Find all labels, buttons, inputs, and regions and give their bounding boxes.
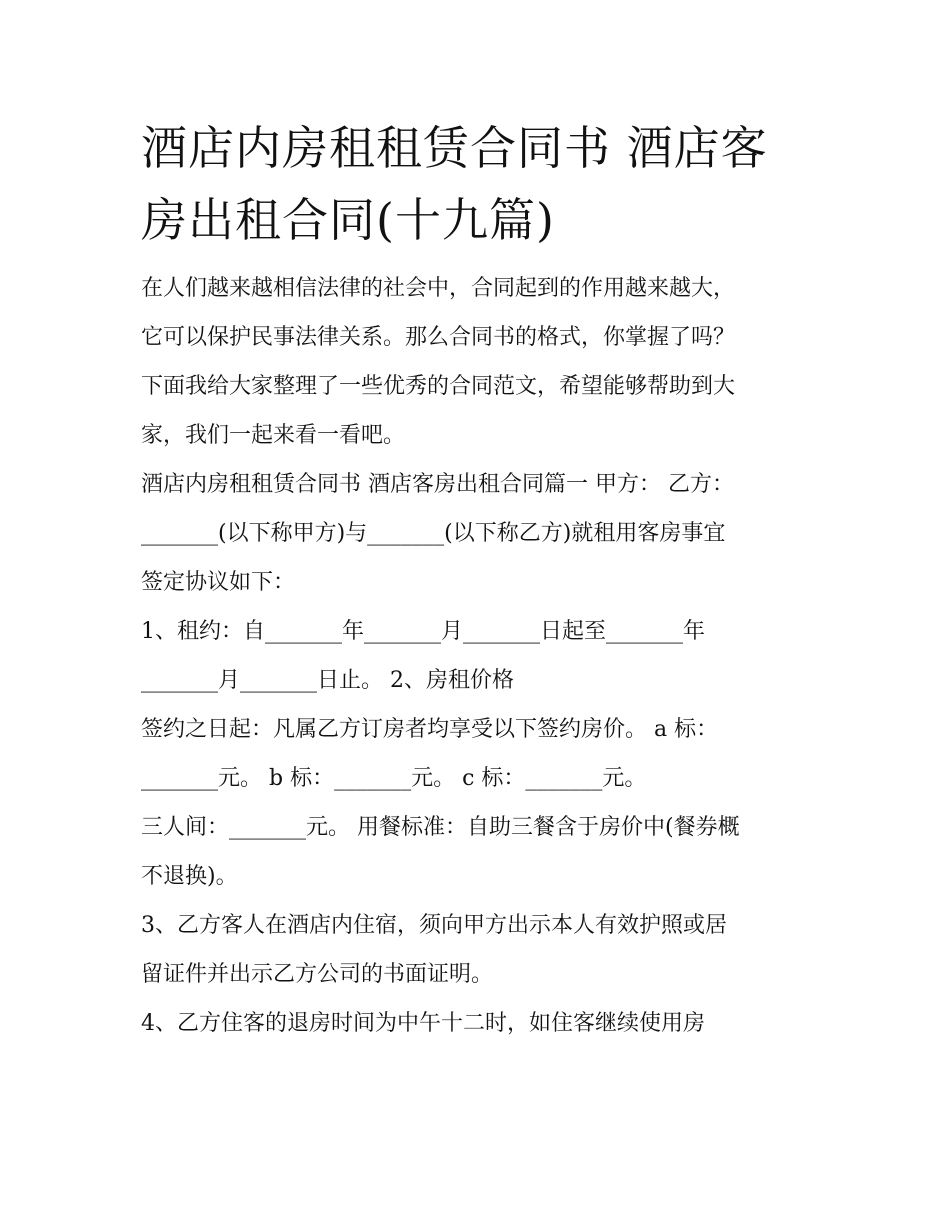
body-line: 留证件并出示乙方公司的书面证明。 (141, 962, 494, 987)
body-line: 签约之日起：凡属乙方订房者均享受以下签约房价。 a 标： (141, 717, 719, 742)
body-line: 4、乙方住客的退房时间为中午十二时，如住客继续使用房 (141, 1011, 705, 1036)
body-line: 酒店内房租租赁合同书 酒店客房出租合同篇一 甲方： 乙方： (141, 472, 734, 497)
body-line: _______(以下称甲方)与_______(以下称乙方)就租用客房事宜 (141, 521, 726, 546)
body-line: 家，我们一起来看一看吧。 (141, 423, 406, 448)
body-line: 签定协议如下： (141, 570, 296, 595)
document-title (141, 112, 821, 256)
title-line-2: 房出租合同(十九篇) (141, 193, 555, 247)
title-line-1: 酒店内房租租赁合同书 酒店客 (141, 121, 768, 175)
body-line: _______月_______日止。 2、房租价格 (141, 668, 514, 693)
body-line: 三人间：_______元。 用餐标准：自助三餐含于房价中(餐券概 (141, 815, 740, 840)
body-line: 在人们越来越相信法律的社会中，合同起到的作用越来越大， (141, 276, 736, 301)
body-line: 它可以保护民事法律关系。那么合同书的格式，你掌握了吗？ (141, 325, 736, 350)
body-line: 下面我给大家整理了一些优秀的合同范文，希望能够帮助到大 (141, 374, 736, 399)
body-line: 1、租约：自_______年_______月_______日起至_______年 (141, 619, 705, 644)
document-page (141, 112, 821, 1042)
body-line: 不退换)。 (141, 864, 238, 889)
body-line: _______元。 b 标：_______元。 c 标：_______元。 (141, 766, 647, 791)
body-line: 3、乙方客人在酒店内住宿，须向甲方出示本人有效护照或居 (141, 913, 727, 938)
